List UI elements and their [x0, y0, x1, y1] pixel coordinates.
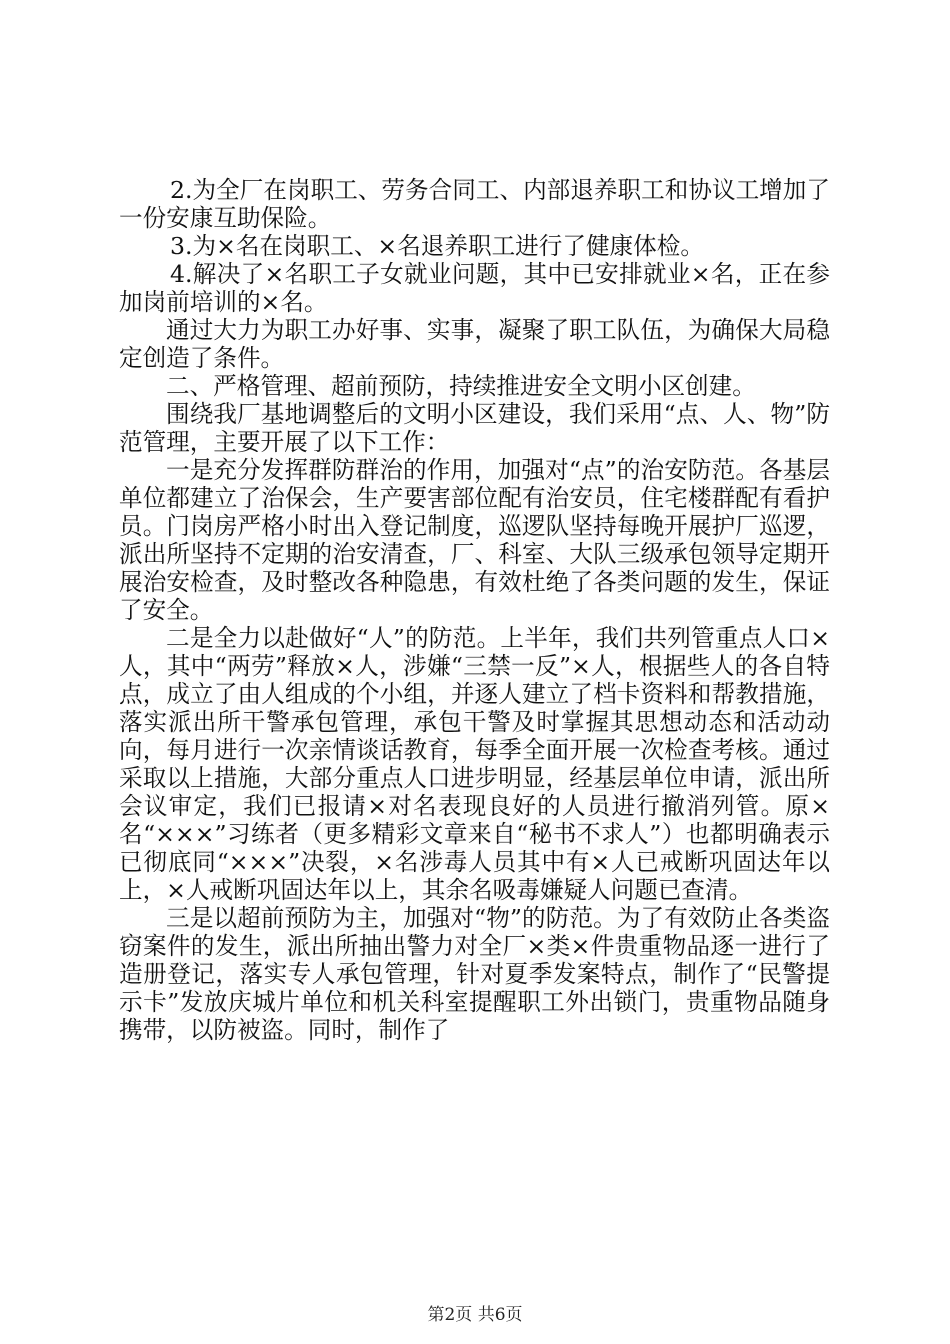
paragraph: 2.为全厂在岗职工、劳务合同工、内部退养职工和协议工增加了一份安康互助保险。 — [119, 176, 830, 232]
paragraph: 4.解决了×名职工子女就业问题，其中已安排就业×名，正在参加岗前培训的×名。 — [119, 260, 830, 316]
section-heading: 二、严格管理、超前预防，持续推进安全文明小区创建。 — [166, 372, 756, 400]
document-body — [119, 176, 830, 1044]
page-footer: 第2页 共6页 — [427, 1305, 523, 1325]
paragraph: 二是全力以赴做好“人”的防范。上半年，我们共列管重点人口×人，其中“两劳”释放×人，涉嫌“三禁一反”×人，根据些人的各自特点，成立了由人组成的个小组，并逐人建立了档卡资料和帮教措施，落实派出所干警承包管理，承包干警及时掌握其思想动态和活动动向，每月进行一次亲情谈话教育，每季全面开展一次检查考核。通过采取以上措施，大部分重点人口进步明显，经基层单位申请，派出所会议审定，我们已报请×对名表现良好的人员进行撤消列管。原×名“×××”习练者（更多精彩文章来自“秘书不求人”）也都明确表示已彻底同“×××”决裂，×名涉毒人员其中有×人已戒断巩固达年以上，×人戒断巩固达年以上，其余名吸毒嫌疑人问题已查清。 — [119, 624, 830, 904]
paragraph: 一是充分发挥群防群治的作用，加强对“点”的治安防范。各基层单位都建立了治保会，生产要害部位配有治安员，住宅楼群配有看护员。门岗房严格小时出入登记制度，巡逻队坚持每晚开展护厂巡逻，派出所坚持不定期的治安清查，厂、科室、大队三级承包领导定期开展治安检查，及时整改各种隐患，有效杜绝了各类问题的发生，保证了安全。 — [119, 456, 830, 624]
paragraph: 通过大力为职工办好事、实事，凝聚了职工队伍，为确保大局稳定创造了条件。 — [119, 316, 830, 372]
paragraph: 三是以超前预防为主，加强对“物”的防范。为了有效防止各类盗窃案件的发生，派出所抽出警力对全厂×类×件贵重物品逐一进行了造册登记，落实专人承包管理，针对夏季发案特点，制作了“民警提示卡”发放庆城片单位和机关科室提醒职工外出锁门，贵重物品随身携带，以防被盗。同时，制作了 — [119, 904, 830, 1044]
paragraph: 围绕我厂基地调整后的文明小区建设，我们采用“点、人、物”防范管理，主要开展了以下工作： — [119, 400, 830, 456]
paragraph: 3.为×名在岗职工、×名退养职工进行了健康体检。 — [170, 232, 704, 260]
